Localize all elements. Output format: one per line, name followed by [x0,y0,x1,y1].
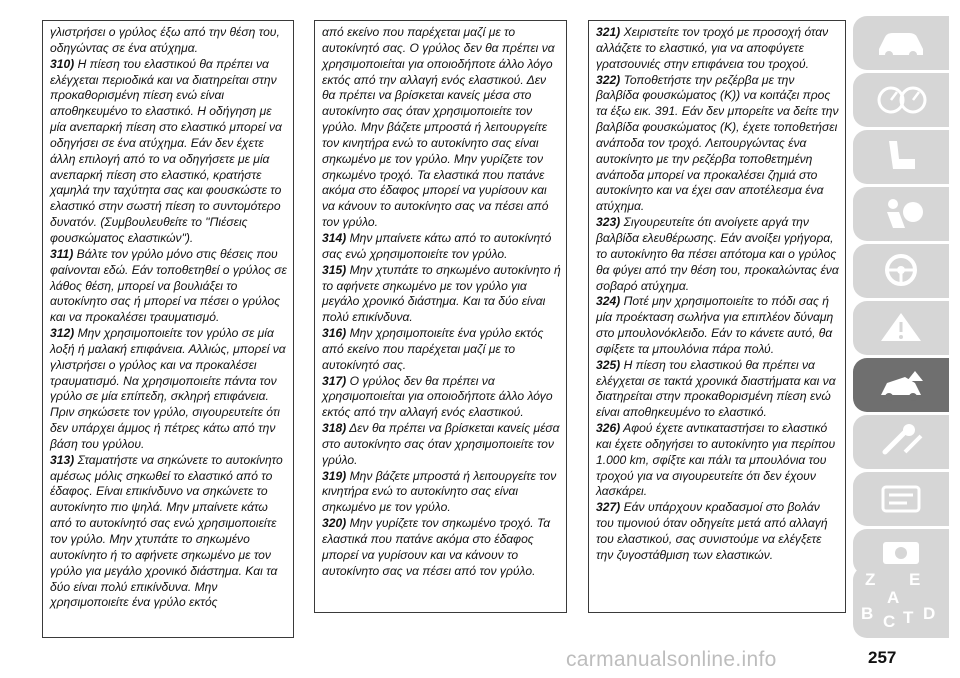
tab-dashboard[interactable] [853,73,949,127]
dashboard-icon [875,82,927,116]
index-letter: A [887,588,900,607]
index-letter: B [861,604,874,623]
note-text: Ο γρύλος δεν θα πρέπει να χρησιμοποιείται για οποιοδήποτε άλλο λόγο εκτός από την αλλαγή ενός ελαστικού. [322,373,553,420]
note-number: 319) [322,468,347,483]
tab-emergency[interactable] [853,358,949,412]
watermark: carmanualsonline.info [566,648,777,671]
note-paragraph [50,247,288,326]
note-paragraph [322,374,561,422]
page-number: 257 [868,648,897,667]
note-paragraph [596,358,840,421]
index-letter: Z [865,570,876,589]
note-paragraph [596,500,840,563]
note-paragraph [596,421,840,500]
index-letter: T [903,608,914,627]
note-paragraph [322,231,561,263]
text-column-middle [314,20,567,613]
note-number: 315) [322,262,347,277]
note-text: Μην χτυπάτε το σηκωμένο αυτοκίνητο ή το αφήνετε σηκωμένο με τον γρύλο για μεγάλο χρονικό διάστημα. Και τα δύο είναι πολύ επικίνδυνα. [322,262,561,325]
tab-vehicle[interactable] [853,16,949,70]
note-paragraph [50,326,288,453]
note-text: Μην βάζετε μπροστά ή λειτουργείτε τον κινητήρα ενώ το αυτοκίνητο σας είναι σηκωμένο με τον γρύλο. [322,468,557,515]
accident-car-icon [875,367,927,401]
tab-safety[interactable] [853,187,949,241]
note-paragraph [322,469,561,517]
note-text: Μην μπαίνετε κάτω από το αυτοκίνητό σας ενώ χρησιμοποιείτε τον γρύλο. [322,230,552,261]
note-text: Τοποθετήστε την ρεζέρβα με την βαλβίδα φουσκώματος (K)) να κοιτάζει προς τα έξω εικ. 391. Εάν δεν μπορείτε να δείτε την βαλβίδα φουσκώματος (K), έχετε τοποθετήσει ανάποδα τον τροχό. Λειτουργώντας ένα αυτοκίνητο με την ρεζέρβα τοποθετημένη ανάποδα μπορεί να προκαλέσει ζημιά στο αυτοκίνητο και να έχει σαν αποτέλεσμα ένα ατύχημα. [596,72,839,214]
note-text: Δεν θα πρέπει να βρίσκεται κανείς μέσα στο αυτοκίνητο σας όταν χρησιμοποιείτε τον γρύλο. [322,421,560,467]
note-text: Ποτέ μην χρησιμοποιείτε το πόδι σας ή μία προέκταση σωλήνα για επιπλέον δύναμη στο μπουλονόκλειδο. Εάν το κάνετε αυτό, θα σφίξετε τα μπουλόνια πάρα πολύ. [596,294,834,356]
specs-icon [875,481,927,515]
note-text: Η πίεση του ελαστικού θα πρέπει να ελέγχεται περιοδικά και να διατηρείται στην προκαθορισμένη πίεση ενώ είναι αποθηκευμένο το ελαστικό. Η οδήγηση με μία ανεπαρκή πίεση στο ελαστικό μπορεί να οδηγήσει σε ένα ατύχημα. Εάν δεν έχετε άλλη επιλογή από το να οδηγήσετε με μία ανεπαρκή πίεση στο ελαστικό, κρατήστε χαμηλά την ταχύτητα σας και φουσκώστε το ελαστικό στην σωστή πίεση το συντομότερο δυνατόν. (Συμβουλευθείτε το "Πιέσεις φουσκώματος ελαστικών"). [50,56,282,245]
note-paragraph [322,263,561,326]
wrench-icon [875,424,927,458]
note-number: 312) [50,326,75,341]
note-number: 313) [50,452,75,467]
note-text: από εκείνο που παρέχεται μαζί με το αυτοκίνητό σας. Ο γρύλος δεν θα πρέπει να χρησιμοποιείται για οποιοδήποτε άλλο λόγο εκτός από την αλλαγή ενός ελαστικού. Δεν θα πρέπει να βρίσκεται κανείς μέσα στο αυτοκίνητο σας όταν χρησιμοποιείτε τον γρύλο. Μην βάζετε μπροστά ή λειτουργείτε τον κινητήρα ενώ το αυτοκίνητο σας είναι σηκωμένο με τον γρύλο. Μην γυρίζετε τον σηκωμένο τροχό. Τα ελαστικά που πατάνε ακόμα στο έδαφος μπορεί να γυρίσουν και να κάνουν το αυτοκίνητο σας να πέσει από τον γρύλο. [322,25,555,230]
note-text: Η πίεση του ελαστικού θα πρέπει να ελέγχεται σε τακτά χρονικά διαστήματα και να διατηρείται στην προκαθορισμένη πίεση ενώ είναι αποθηκευμένο το ελαστικό. [596,357,836,420]
tab-seats[interactable] [853,130,949,184]
note-paragraph [596,25,840,73]
steering-wheel-icon [875,253,927,287]
note-number: 318) [322,421,347,436]
note-paragraph [50,57,288,247]
note-text: Αφού έχετε αντικαταστήσει το ελαστικό και έχετε οδηγήσει το αυτοκίνητο για περίπου 1.000 km, σφίξτε και πάλι τα μπουλόνια του τροχού για να σιγουρευτείτε ότι δεν έχουν λασκάρει. [596,421,836,499]
note-number: 325) [596,357,621,372]
airbag-icon [875,196,927,230]
note-paragraph [50,453,288,611]
tab-driving[interactable] [853,244,949,298]
car-icon [875,25,927,59]
alphabetical-index-tab[interactable] [853,566,949,638]
note-paragraph [322,25,561,231]
seat-icon [875,139,927,173]
note-text: Μην γυρίζετε τον σηκωμένο τροχό. Τα ελαστικά που πατάνε ακόμα στο έδαφος μπορεί να γυρίσουν και να κάνουν το αυτοκίνητο σας να πέσει από τον γρύλο. [322,516,551,578]
index-letter: D [923,604,936,623]
note-number: 323) [596,215,621,230]
note-text: Μην χρησιμοποιείτε τον γρύλο σε μία λοξή ή μαλακή επιφάνεια. Αλλιώς, μπορεί να γλιστρήσει ο γρύλος και να προκαλέσει τραυματισμό. Να χρησιμοποιείτε πάντα τον γρύλο σε μία επίπεδη, σκληρή επιφάνεια. Πριν σηκώσετε τον γρύλο, σιγουρευτείτε ότι δεν υπάρχει άμμος ή πέτρες κάτω από την βάση του γρύλου. [50,326,286,451]
note-paragraph [50,25,288,57]
note-text: Μην χρησιμοποιείτε ένα γρύλο εκτός από εκείνο που παρέχεται μαζί με το αυτοκίνητό σας. [322,326,544,372]
tab-warning[interactable] [853,301,949,355]
note-text: Σταματήστε να σηκώνετε το αυτοκίνητο αμέσως μόλις σηκωθεί το ελαστικό από το έδαφος. Είναι επικίνδυνο να σηκώνετε το αυτοκίνητο πιο ψηλά. Μην μπαίνετε κάτω από το αυτοκίνητό σας ενώ χρησιμοποιείτε τον γρύλο. Μην χτυπάτε το σηκωμένο αυτοκίνητο ή το αφήνετε σηκωμένο με τον γρύλο για μεγάλο χρονικό διάστημα. Και τα δύο είναι πολύ επικίνδυνα. Μην χρησιμοποιείτε ένα γρύλο εκτός [50,452,283,610]
note-number: 320) [322,516,347,531]
text-column-right [588,20,846,613]
note-text: Χειριστείτε τον τροχό με προσοχή όταν αλλάζετε το ελαστικό, για να αποφύγετε γρατσουνιές στην επιφάνεια του τροχού. [596,25,829,71]
note-number: 327) [596,500,621,515]
note-paragraph [322,421,561,469]
text-column-left [42,20,294,638]
note-number: 316) [322,326,347,341]
note-text: Σιγουρευτείτε ότι ανοίγετε αργά την βαλβίδα ελευθέρωσης. Εάν ανοίξει γρήγορα, το αυτοκίνητο θα πέσει απότομα και ο γρύλος θα φύγει από την θέση του, προκαλώντας ένα σοβαρό ατύχημα. [596,215,839,293]
note-number: 321) [596,25,621,39]
index-letter: C [883,612,896,631]
note-text: γλιστρήσει ο γρύλος έξω από την θέση του, οδηγώντας σε ένα ατύχημα. [50,25,280,55]
note-number: 317) [322,373,347,388]
warning-triangle-icon [875,310,927,344]
multimedia-icon [875,538,927,568]
note-number: 311) [50,246,74,261]
note-number: 314) [322,230,347,245]
note-paragraph [322,516,561,579]
tab-maintenance[interactable] [853,415,949,469]
note-number: 310) [50,56,75,71]
note-paragraph [596,73,840,216]
note-text: Εάν υπάρχουν κραδασμοί στο βολάν του τιμονιού όταν οδηγείτε μετά από αλλαγή του ελαστικού, σας συνιστούμε να ελέγξετε την ζυγοστάθμιση των ελαστικών. [596,500,828,562]
index-letter: E [909,570,921,589]
note-number: 322) [596,72,621,87]
note-paragraph [596,294,840,357]
tab-specs[interactable] [853,472,949,526]
note-paragraph [596,215,840,294]
note-number: 326) [596,421,621,436]
note-text: Βάλτε τον γρύλο μόνο στις θέσεις που φαίνονται εδώ. Εάν τοποθετηθεί ο γρύλος σε λάθος θέση, μπορεί να βουλιάξει το αυτοκίνητο σας ή μπορεί να πέσει ο γρύλος και να προκαλέσει τραυματισμό. [50,246,287,325]
note-number: 324) [596,294,621,309]
note-paragraph [322,326,561,374]
